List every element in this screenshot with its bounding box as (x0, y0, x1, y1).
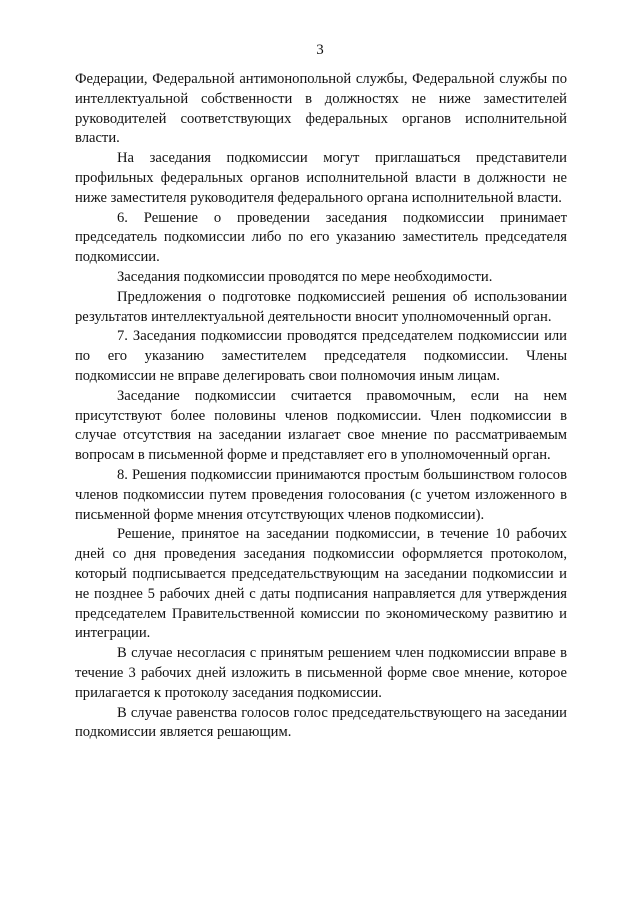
paragraph-tie-vote: В случае равенства голосов голос председательствующего на заседании подкомиссии является решающим. (75, 704, 567, 741)
paragraph-proposals: Предложения о подготовке подкомиссией решения об использовании результатов интеллектуальной деятельности вносит уполномоченный орган. (75, 288, 567, 325)
paragraph-item-7: 7. Заседания подкомиссии проводятся председателем подкомиссии или по его указанию заместителем председателя подкомиссии. Члены подкомиссии не вправе делегировать свои полномочия иным лицам. (75, 328, 567, 384)
paragraph-meeting-frequency: Заседания подкомиссии проводятся по мере необходимости. (117, 268, 493, 285)
paragraph-item-6: 6. Решение о проведении заседания подкомиссии принимает председатель подкомиссии либо по его указанию заместитель председателя подкомиссии. (75, 209, 567, 266)
paragraph-item-8: 8. Решения подкомиссии принимаются простым большинством голосов членов подкомиссии путем проведения голосования (с учетом изложенного в письменной форме мнения отсутствующих членов подкомиссии). (75, 466, 567, 523)
paragraph-disagreement: В случае несогласия с принятым решением член подкомиссии вправе в течение 3 рабочих дней изложить в письменной форме свое мнение, которое прилагается к протоколу заседания подкомиссии. (75, 645, 567, 701)
paragraph-continuation: Федерации, Федеральной антимонопольной службы, Федеральной службы по интеллектуальной собственности в должностях не ниже заместителей руководителей соответствующих федеральных органов исполнительной власти. (75, 71, 567, 147)
paragraph-invited-representatives: На заседания подкомиссии могут приглашаться представители профильных федеральных органов исполнительной власти в должности не ниже заместителя руководителя федерального органа исполнительной власти. (75, 150, 567, 206)
paragraph-protocol: Решение, принятое на заседании подкомиссии, в течение 10 рабочих дней со дня проведения заседания подкомиссии оформляется протоколом, который подписывается председательствующим на заседании подкомиссии и не позднее 5 рабочих дней с даты подписания направляется для утверждения председателем Правительственной комиссии по экономическому развитию и интеграции. (75, 526, 567, 642)
page-number: 3 (316, 42, 324, 58)
document-body (75, 70, 567, 743)
paragraph-quorum: Заседание подкомиссии считается правомочным, если на нем присутствуют более половины членов подкомиссии. Член подкомиссии в случае отсутствия на заседании излагает свое мнение по рассматриваемым вопросам в письменной форме и представляет его в уполномоченный орган. (75, 387, 567, 464)
